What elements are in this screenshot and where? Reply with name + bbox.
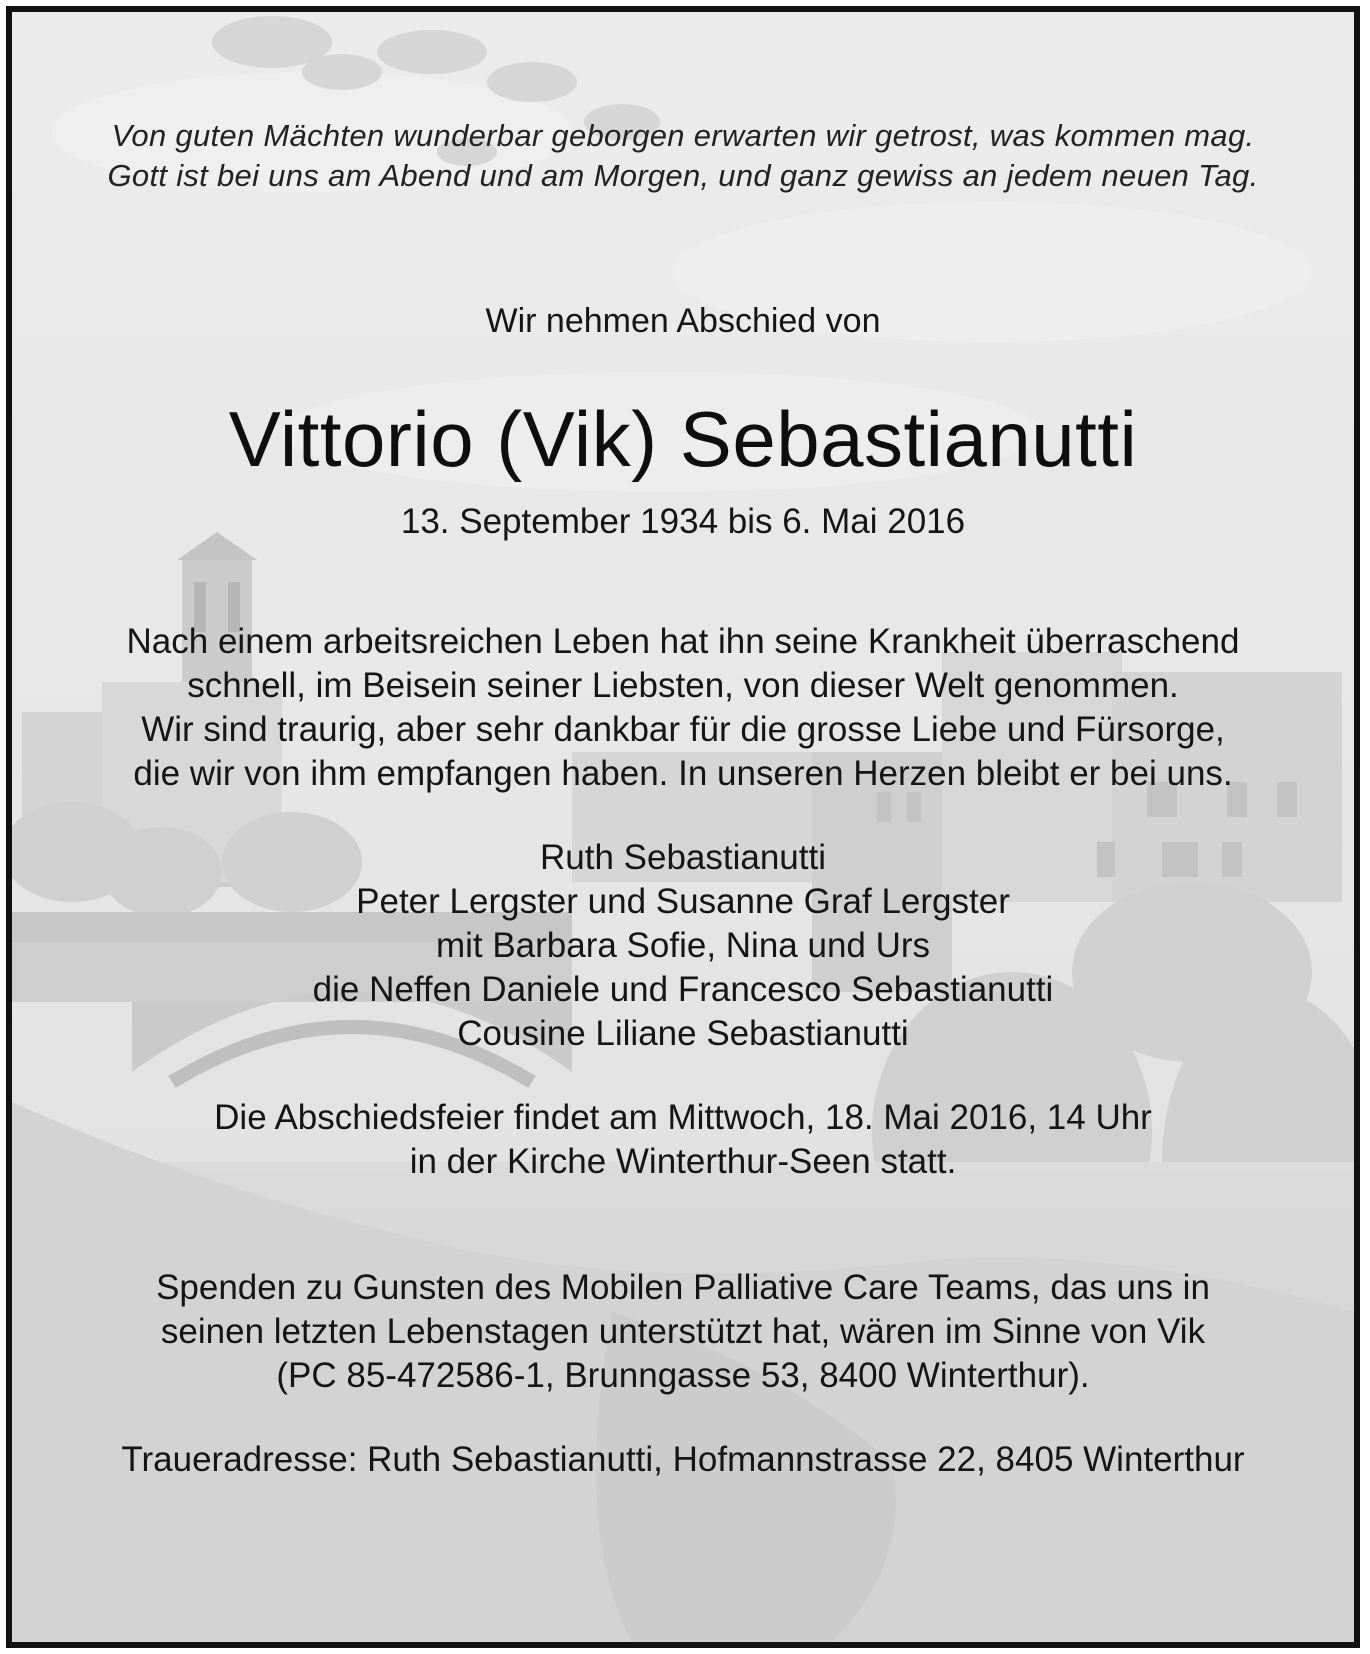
- tribute-line: Nach einem arbeitsreichen Leben hat ihn seine Krankheit überraschend: [126, 622, 1240, 661]
- mourner-line: mit Barbara Sofie, Nina und Urs: [435, 926, 931, 965]
- mourner-line: die Neffen Daniele und Francesco Sebastianutti: [312, 970, 1054, 1009]
- tribute-line: Wir sind traurig, aber sehr dankbar für die grosse Liebe und Fürsorge,: [141, 710, 1225, 749]
- life-dates: 13. September 1934 bis 6. Mai 2016: [400, 502, 966, 541]
- mourning-address: Traueradresse: Ruth Sebastianutti, Hofmannstrasse 22, 8405 Winterthur: [121, 1440, 1245, 1479]
- motto-line-2: Gott ist bei uns am Abend und am Morgen, und ganz gewiss an jedem neuen Tag.: [107, 158, 1259, 193]
- donation-line: Spenden zu Gunsten des Mobilen Palliative Care Teams, das uns in: [156, 1268, 1210, 1307]
- intro-text: Wir nehmen Abschied von: [485, 302, 881, 340]
- notice-text: [12, 12, 1354, 1642]
- tribute-line: die wir von ihm empfangen haben. In unseren Herzen bleibt er bei uns.: [133, 754, 1233, 793]
- mourner-line: Cousine Liliane Sebastianutti: [457, 1014, 909, 1053]
- ceremony-line: in der Kirche Winterthur-Seen statt.: [409, 1142, 957, 1181]
- motto-line-1: Von guten Mächten wunderbar geborgen erwarten wir getrost, was kommen mag.: [111, 118, 1255, 153]
- obituary-notice: [6, 6, 1360, 1648]
- donation-line: (PC 85-472586-1, Brunngasse 53, 8400 Winterthur).: [276, 1356, 1090, 1395]
- mourner-line: Ruth Sebastianutti: [539, 838, 826, 877]
- tribute-line: schnell, im Beisein seiner Liebsten, von dieser Welt genommen.: [187, 666, 1179, 705]
- deceased-name: Vittorio (Vik) Sebastianutti: [228, 395, 1138, 483]
- donation-line: seinen letzten Lebenstagen unterstützt hat, wären im Sinne von Vik: [160, 1312, 1206, 1351]
- ceremony-line: Die Abschiedsfeier findet am Mittwoch, 18. Mai 2016, 14 Uhr: [214, 1098, 1152, 1137]
- mourner-line: Peter Lergster und Susanne Graf Lergster: [356, 882, 1010, 921]
